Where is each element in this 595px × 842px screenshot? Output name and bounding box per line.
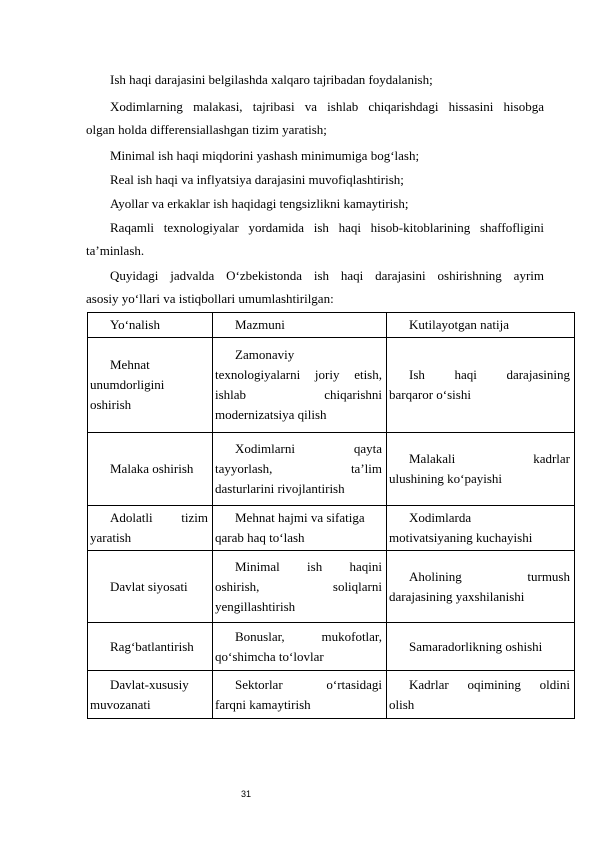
cell-line: Kadrlar oqimining oldini: [409, 676, 570, 692]
content-cell: [213, 551, 387, 623]
cell-line: Xodimlarda: [409, 510, 472, 525]
table-row: [88, 623, 575, 671]
cell-line: Davlat-xususiy: [110, 676, 189, 692]
paragraph-line: Quyidagi jadvalda O‘zbekistonda ish haqi darajasini oshirishning ayrim: [110, 268, 544, 283]
result-cell: [387, 506, 575, 551]
intro-paragraph: [88, 264, 544, 310]
cell-line: muvozanati: [90, 696, 151, 712]
direction-cell: [88, 551, 213, 623]
result-cell: [387, 338, 575, 433]
cell-line: oshirish: [90, 397, 132, 412]
result-cell: [387, 433, 575, 506]
content-cell: [213, 623, 387, 671]
cell-line: Bonuslar, mukofotlar,: [235, 628, 382, 644]
cell-line: ulushining ko‘payishi: [389, 471, 503, 486]
cell-line: dasturlarini rivojlantirish: [215, 481, 345, 496]
direction-cell: [88, 338, 213, 433]
cell-line: Mehnat: [110, 357, 150, 372]
bullet-paragraph-2: [88, 95, 544, 141]
cell-line: Malaka oshirish: [110, 461, 194, 476]
cell-line: oshirish, soliqlarni: [215, 578, 382, 594]
paragraph-line: Raqamli texnologiyalar yordamida ish haqi hisob-kitoblarining shaffofligini: [110, 220, 544, 235]
cell-line: Ish haqi darajasining: [409, 367, 570, 382]
direction-cell: [88, 433, 213, 506]
cell-line: qarab haq to‘lash: [215, 530, 305, 545]
paragraph-line: Ayollar va erkaklar ish haqidagi tengsizlikni kamaytirish;: [110, 196, 409, 211]
cell-line: olish: [389, 696, 415, 712]
cell-line: darajasining yaxshilanishi: [389, 588, 525, 604]
header-label: Yo‘nalish: [110, 317, 160, 332]
cell-line: tayyorlash, ta’lim: [215, 461, 382, 476]
paragraph-line: Real ish haqi va inflyatsiya darajasini muvofiqlashtirish;: [110, 172, 404, 187]
paragraph-line: ta’minlash.: [86, 243, 145, 258]
cell-line: Malakali kadrlar: [409, 451, 570, 466]
cell-line: modernizatsiya qilish: [215, 407, 327, 422]
bullet-paragraph-3: [88, 144, 544, 167]
content-cell: [213, 506, 387, 551]
bullet-paragraph-4: [88, 168, 544, 191]
content-cell: [213, 433, 387, 506]
page-number: 31: [241, 789, 252, 799]
cell-line: Xodimlarni qayta: [235, 441, 382, 456]
table-row: [88, 506, 575, 551]
header-cell: [213, 313, 387, 338]
direction-cell: [88, 623, 213, 671]
cell-line: Aholining turmush: [409, 568, 570, 584]
cell-line: motivatsiyaning kuchayishi: [389, 530, 533, 545]
cell-line: yaratish: [90, 530, 132, 545]
bullet-paragraph-1: [88, 68, 544, 91]
cell-line: Mehnat hajmi va sifatiga: [235, 510, 365, 525]
cell-line: unumdorligini: [90, 377, 165, 392]
cell-line: Minimal ish haqini: [235, 558, 382, 574]
result-cell: [387, 671, 575, 719]
cell-line: barqaror o‘sishi: [389, 387, 471, 402]
content-cell: [213, 338, 387, 433]
paragraph-line: Ish haqi darajasini belgilashda xalqaro tajribadan foydalanish;: [110, 72, 433, 87]
table-row: [88, 551, 575, 623]
salary-directions-table: [87, 312, 575, 719]
paragraph-line: asosiy yo‘llari va istiqbollari umumlashtirilgan:: [86, 291, 334, 306]
content-cell: [213, 671, 387, 719]
paragraph-line: Minimal ish haqi miqdorini yashash minimumiga bog‘lash;: [110, 148, 420, 163]
table-header-row: [88, 313, 575, 338]
table-row: [88, 338, 575, 433]
table-row: [88, 433, 575, 506]
direction-cell: [88, 671, 213, 719]
table-row: [88, 671, 575, 719]
cell-line: Zamonaviy: [235, 347, 295, 362]
cell-line: yengillashtirish: [215, 598, 296, 614]
cell-line: farqni kamaytirish: [215, 696, 311, 712]
cell-line: Adolatli tizim: [110, 510, 208, 525]
header-label: Kutilayotgan natija: [409, 317, 510, 332]
result-cell: [387, 551, 575, 623]
cell-line: Sektorlar o‘rtasidagi: [235, 676, 382, 692]
cell-line: texnologiyalarni joriy etish,: [215, 367, 382, 382]
paragraph-line: Xodimlarning malakasi, tajribasi va ishlab chiqarishdagi hissasini hisobga: [110, 99, 544, 114]
result-cell: [387, 623, 575, 671]
cell-line: Rag‘batlantirish: [110, 638, 194, 654]
paragraph-line: olgan holda differensiallashgan tizim yaratish;: [86, 122, 327, 137]
cell-line: Davlat siyosati: [110, 578, 188, 594]
cell-line: Samaradorlikning oshishi: [409, 638, 543, 654]
header-label: Mazmuni: [235, 317, 285, 332]
bullet-paragraph-6: [88, 216, 544, 262]
header-cell: [88, 313, 213, 338]
direction-cell: [88, 506, 213, 551]
bullet-paragraph-5: [88, 192, 544, 215]
cell-line: qo‘shimcha to‘lovlar: [215, 648, 324, 664]
cell-line: ishlab chiqarishni: [215, 387, 382, 402]
header-cell: [387, 313, 575, 338]
